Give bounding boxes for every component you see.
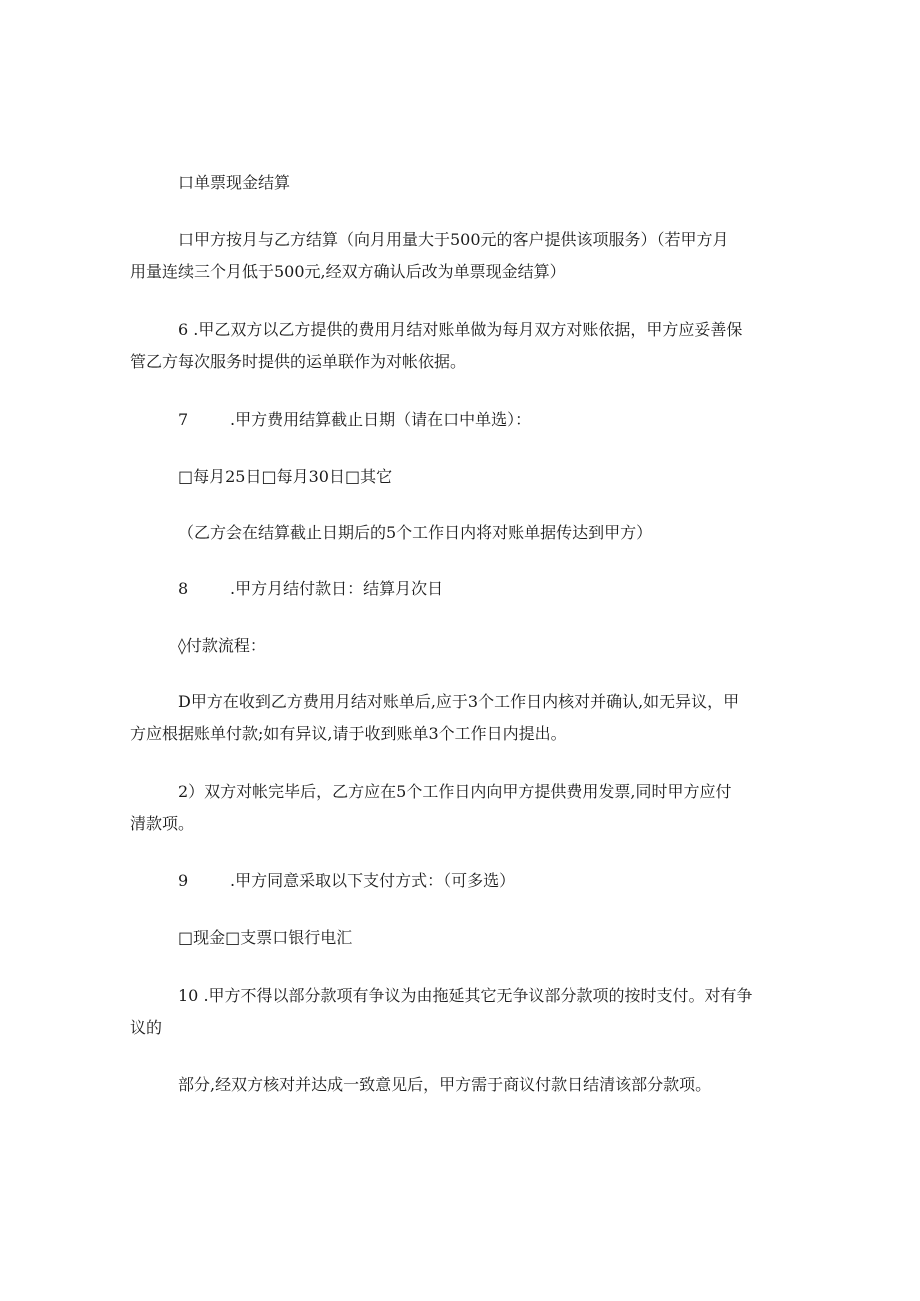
clause-6-line-2: 管乙方每次服务时提供的运单联作为对帐依据。 — [130, 352, 467, 371]
clause-8-number: 8 — [178, 579, 189, 598]
option-monthly-settlement-line-2: 用量连续三个月低于500元,经双方确认后改为单票现金结算） — [130, 262, 566, 281]
payment-step-1-line-1: D甲方在收到乙方费用月结对账单后,应于3个工作日内核对并确认,如无异议，甲 — [178, 692, 740, 711]
clause-10-line-3: 部分,经双方核对并达成一致意见后，甲方需于商议付款日结清该部分款项。 — [178, 1075, 712, 1094]
clause-10-line-1: 10 .甲方不得以部分款项有争议为由拖延其它无争议部分款项的按时支付。对有争 — [178, 986, 753, 1005]
payment-process-heading: ◊付款流程： — [178, 636, 266, 655]
payment-step-2-line-2: 清款项。 — [130, 814, 195, 833]
clause-8-text: .甲方月结付款日：结算月次日 — [230, 579, 444, 598]
cutoff-date-options: □每月25日□每月30日□其它 — [178, 467, 393, 486]
payment-step-2-line-1: 2）双方对帐完毕后，乙方应在5个工作日内向甲方提供费用发票,同时甲方应付 — [178, 782, 732, 801]
clause-7-number: 7 — [178, 410, 189, 429]
option-single-cash: 口单票现金结算 — [178, 173, 291, 192]
clause-9-text: .甲方同意采取以下支付方式：（可多选） — [230, 871, 516, 890]
option-monthly-settlement-line-1: 口甲方按月与乙方结算（向月用量大于500元的客户提供该项服务）（若甲方月 — [178, 230, 729, 249]
cutoff-date-note: （乙方会在结算截止日期后的5个工作日内将对账单据传达到甲方） — [178, 523, 653, 542]
clause-10-line-2: 议的 — [130, 1018, 163, 1037]
clause-7-text: .甲方费用结算截止日期（请在口中单选）： — [230, 410, 532, 429]
clause-9-number: 9 — [178, 871, 189, 890]
clause-9 — [178, 866, 515, 896]
payment-step-1-line-2: 方应根据账单付款;如有异议,请于收到账单3个工作日内提出。 — [130, 724, 567, 743]
clause-6-line-1: 6 .甲乙双方以乙方提供的费用月结对账单做为每月双方对账依据，甲方应妥善保 — [178, 320, 743, 339]
clause-8 — [178, 574, 443, 604]
clause-7 — [178, 405, 531, 435]
payment-method-options: □现金□支票口银行电汇 — [178, 928, 353, 947]
